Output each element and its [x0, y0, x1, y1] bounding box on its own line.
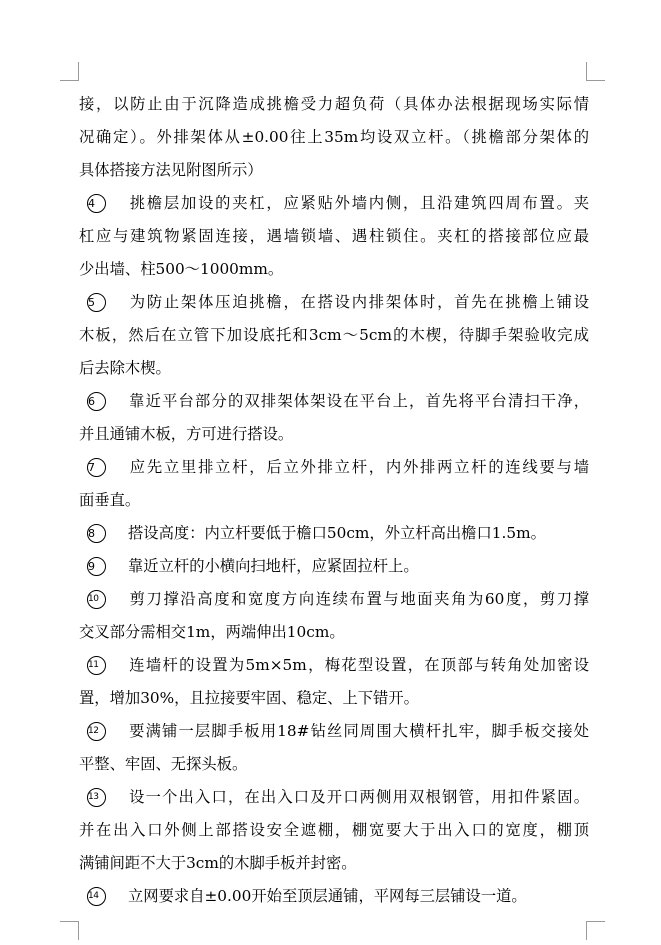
document-body	[79, 88, 589, 913]
item-number-circle: 9	[87, 557, 106, 576]
text-line	[79, 154, 589, 187]
line-text: 剪刀撑沿高度和宽度方向连续布置与地面夹角为60度，剪刀撑	[128, 590, 589, 608]
line-text: 平整、牢固、无探头板。	[79, 755, 248, 773]
text-line	[79, 748, 589, 781]
line-text: 置，增加30%，且拉接要牢固、稳定、上下错开。	[79, 689, 419, 707]
text-line	[79, 253, 589, 286]
text-line	[79, 319, 589, 352]
crop-mark-top-left	[60, 62, 79, 81]
text-line	[79, 616, 589, 649]
text-line	[79, 121, 589, 154]
text-line	[79, 352, 589, 385]
line-text: 靠近立杆的小横向扫地杆，应紧固拉杆上。	[128, 557, 419, 575]
line-text: 满铺间距不大于3cm的木脚手板并封密。	[79, 854, 357, 872]
text-line	[79, 484, 589, 517]
line-text: 况确定）。外排架体从±0.00往上35m均设双立杆。（挑檐部分架体的	[79, 128, 589, 146]
text-line	[79, 847, 589, 880]
line-text: 搭设高度：内立杆要低于檐口50cm，外立杆高出檐口1.5m。	[128, 524, 546, 542]
text-line	[79, 715, 589, 748]
text-line	[79, 583, 589, 616]
text-line	[79, 880, 589, 913]
item-number-circle: 13	[87, 788, 106, 807]
text-line	[79, 385, 589, 418]
crop-mark-bottom-left	[60, 921, 79, 940]
crop-mark-bottom-right	[586, 921, 605, 940]
line-text: 并且通铺木板，方可进行搭设。	[79, 425, 294, 443]
item-number-circle: 14	[87, 887, 106, 906]
item-number-circle: 12	[87, 722, 106, 741]
line-text: 要满铺一层脚手板用18#钻丝同周围大横杆扎牢，脚手板交接处	[128, 722, 589, 740]
line-text: 交叉部分需相交1m，两端伸出10cm。	[79, 623, 345, 641]
line-text: 后去除木楔。	[79, 359, 171, 377]
line-text: 接，以防止由于沉降造成挑檐受力超负荷（具体办法根据现场实际情	[79, 95, 589, 113]
text-line	[79, 550, 589, 583]
crop-mark-top-right	[586, 62, 605, 81]
item-number-circle: 11	[87, 656, 106, 675]
line-text: 具体搭接方法见附图所示）	[79, 161, 263, 179]
line-text: 木板，然后在立管下加设底托和3cm～5cm的木楔，待脚手架验收完成	[79, 326, 589, 344]
line-text: 杠应与建筑物紧固连接，遇墙锁墙、遇柱锁住。夹杠的搭接部位应最	[79, 227, 589, 245]
line-text: 并在出入口外侧上部搭设安全遮棚，棚宽要大于出入口的宽度，棚顶	[79, 821, 589, 839]
text-line	[79, 814, 589, 847]
text-line	[79, 781, 589, 814]
item-number-circle: 10	[87, 590, 106, 609]
line-text: 挑檐层加设的夹杠，应紧贴外墙内侧，且沿建筑四周布置。夹	[128, 194, 589, 212]
text-line	[79, 451, 589, 484]
line-text: 应先立里排立杆，后立外排立杆，内外排两立杆的连线要与墙	[128, 458, 589, 476]
line-text: 立网要求自±0.00开始至顶层通铺，平网每三层铺设一道。	[128, 887, 527, 905]
line-text: 靠近平台部分的双排架体架设在平台上，首先将平台清扫干净，	[128, 392, 589, 410]
item-number-circle: 8	[87, 524, 106, 543]
line-text: 面垂直。	[79, 491, 141, 509]
text-line	[79, 286, 589, 319]
text-line	[79, 418, 589, 451]
text-line	[79, 649, 589, 682]
text-line	[79, 517, 589, 550]
text-line	[79, 187, 589, 220]
text-line	[79, 88, 589, 121]
text-line	[79, 682, 589, 715]
line-text: 少出墙、柱500～1000mm。	[79, 260, 284, 278]
item-number-circle: 6	[87, 392, 106, 411]
item-number-circle: 7	[87, 458, 106, 477]
item-number-circle: 5	[87, 293, 106, 312]
text-line	[79, 220, 589, 253]
line-text: 设一个出入口，在出入口及开口两侧用双根钢管，用扣件紧固。	[128, 788, 589, 806]
line-text: 连墙杆的设置为5m×5m，梅花型设置，在顶部与转角处加密设	[128, 656, 589, 674]
line-text: 为防止架体压迫挑檐，在搭设内排架体时，首先在挑檐上铺设	[128, 293, 589, 311]
item-number-circle: 4	[87, 194, 106, 213]
